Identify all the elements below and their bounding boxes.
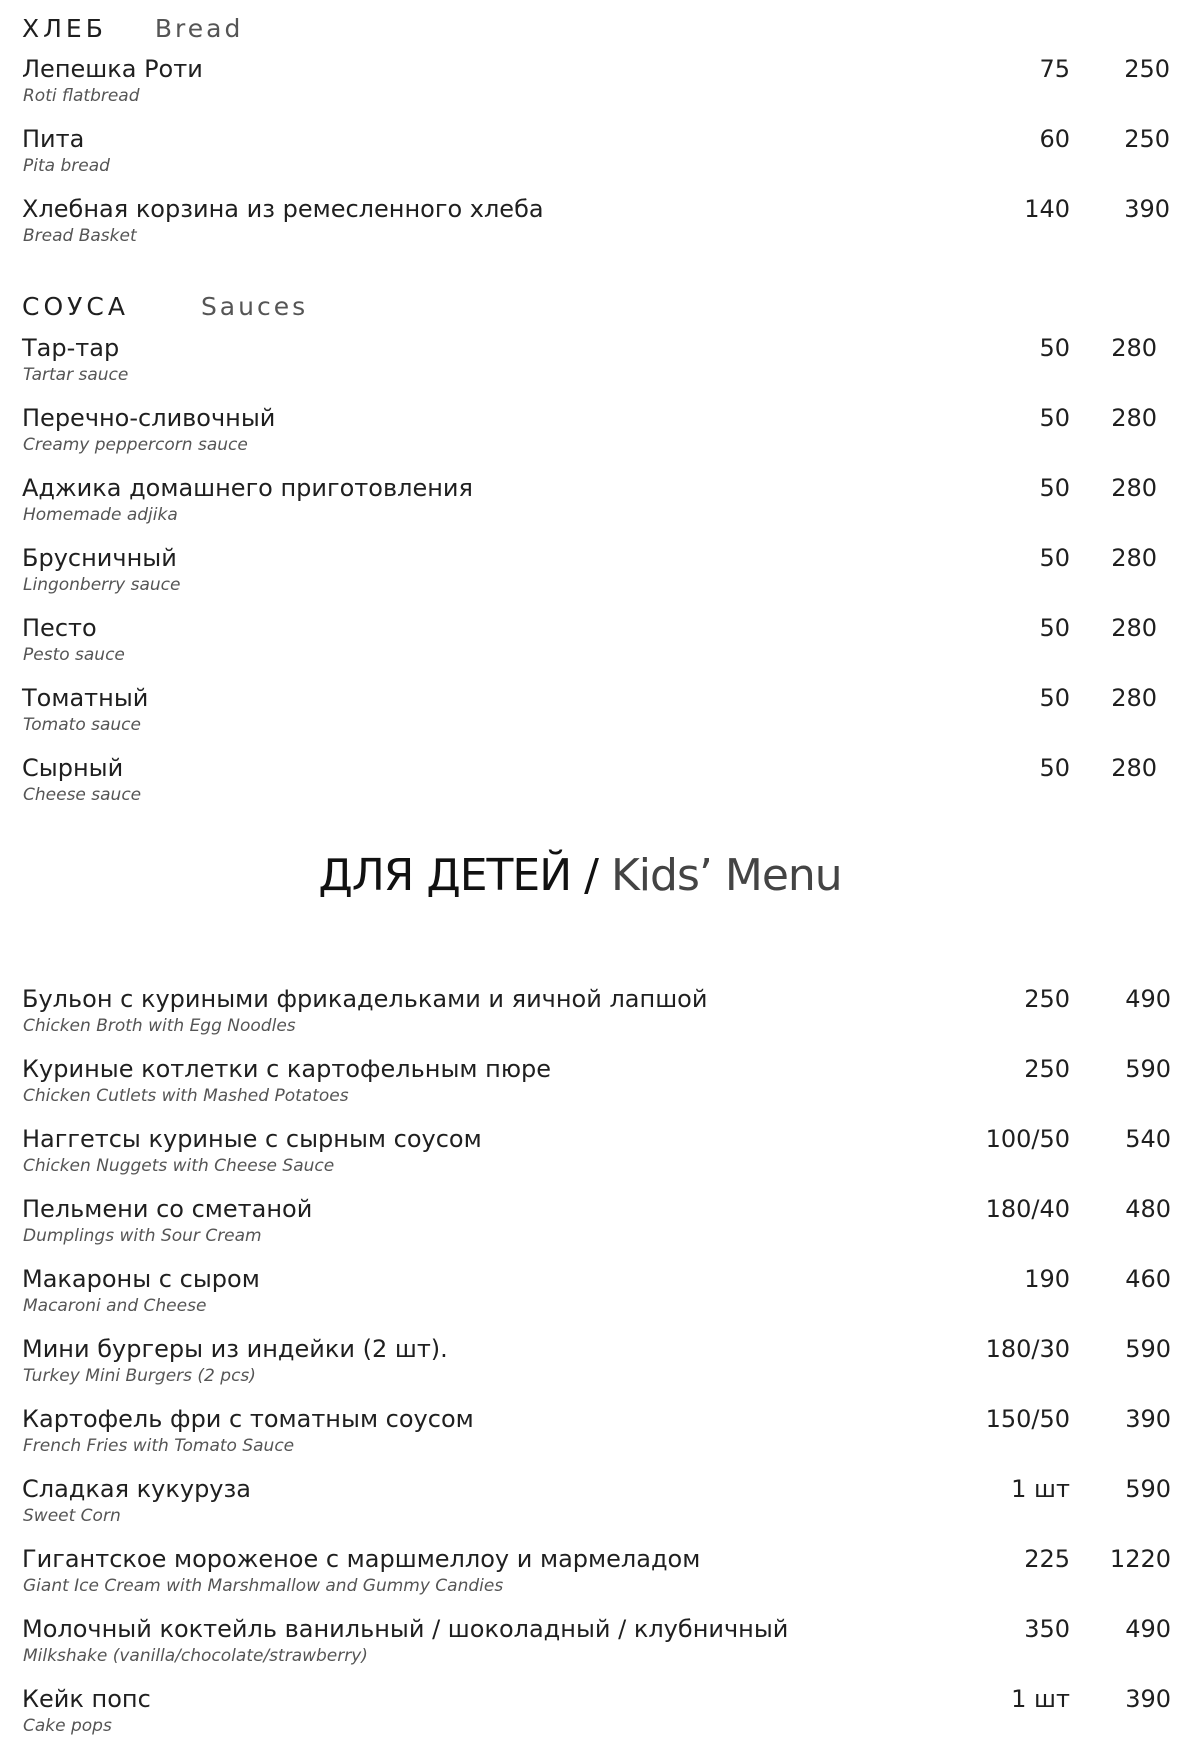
item-name-ru: Сладкая кукуруза	[22, 1475, 251, 1503]
item-name-ru: Мини бургеры из индейки (2 шт).	[22, 1335, 448, 1363]
item-name-en: Cake pops	[23, 1716, 112, 1736]
menu-item	[0, 985, 1200, 1047]
item-price: 250	[1124, 55, 1170, 83]
section-title-ru: ХЛЕБ	[22, 14, 107, 43]
item-name-en: Milkshake (vanilla/chocolate/strawberry)	[23, 1646, 368, 1666]
item-weight: 100/50	[985, 1125, 1070, 1153]
item-weight: 50	[1039, 404, 1070, 432]
menu-item	[0, 1125, 1200, 1187]
item-name-ru: Перечно-сливочный	[22, 404, 276, 432]
item-name-en: Turkey Mini Burgers (2 pcs)	[23, 1366, 256, 1386]
item-price: 280	[1111, 754, 1157, 782]
item-price: 1220	[1109, 1545, 1171, 1573]
item-name-en: Tartar sauce	[23, 365, 129, 385]
menu-item	[0, 1265, 1200, 1327]
item-weight: 1 шт	[1011, 1475, 1070, 1503]
item-weight: 75	[1039, 55, 1070, 83]
item-name-ru: Аджика домашнего приготовления	[22, 474, 473, 502]
item-price: 490	[1125, 985, 1171, 1013]
item-name-en: Lingonberry sauce	[23, 575, 181, 595]
item-name-ru: Бульон с куриными фрикадельками и яичной лапшой	[22, 985, 708, 1013]
menu-item	[0, 544, 1200, 606]
item-name-ru: Куриные котлетки с картофельным пюре	[22, 1055, 552, 1083]
item-weight: 50	[1039, 684, 1070, 712]
item-price: 280	[1111, 404, 1157, 432]
menu-item	[0, 334, 1200, 396]
item-name-ru: Гигантское мороженое с маршмеллоу и мармеладом	[22, 1545, 701, 1573]
item-weight: 225	[1024, 1545, 1070, 1573]
item-weight: 50	[1039, 334, 1070, 362]
item-name-ru: Пельмени со сметаной	[22, 1195, 313, 1223]
item-name-en: Tomato sauce	[23, 715, 141, 735]
item-name-ru: Молочный коктейль ванильный / шоколадный / клубничный	[22, 1615, 789, 1643]
title-separator: /	[584, 850, 598, 901]
section-title-en: Bread	[154, 14, 244, 43]
item-weight: 1 шт	[1011, 1685, 1070, 1713]
item-price: 590	[1125, 1335, 1171, 1363]
menu-item	[0, 754, 1200, 816]
item-weight: 250	[1024, 1055, 1070, 1083]
item-weight: 150/50	[985, 1405, 1070, 1433]
item-name-ru: Томатный	[22, 684, 149, 712]
item-name-ru: Наггетсы куриные с сырным соусом	[22, 1125, 482, 1153]
item-name-en: Macaroni and Cheese	[23, 1296, 207, 1316]
menu-item	[0, 1405, 1200, 1467]
menu-item	[0, 684, 1200, 746]
item-weight: 140	[1024, 195, 1070, 223]
menu-item	[0, 1545, 1200, 1607]
section-title-ru: СОУСА	[22, 292, 129, 321]
item-name-ru: Песто	[22, 614, 97, 642]
item-weight: 250	[1024, 985, 1070, 1013]
item-name-ru: Хлебная корзина из ремесленного хлеба	[22, 195, 544, 223]
item-price: 280	[1111, 334, 1157, 362]
menu-item	[0, 55, 1200, 117]
menu-item	[0, 404, 1200, 466]
menu-item	[0, 1055, 1200, 1117]
item-name-ru: Лепешка Роти	[22, 55, 203, 83]
item-name-en: Creamy peppercorn sauce	[23, 435, 248, 455]
menu-item	[0, 125, 1200, 187]
item-name-en: Chicken Broth with Egg Noodles	[23, 1016, 296, 1036]
item-price: 590	[1125, 1055, 1171, 1083]
item-price: 280	[1111, 474, 1157, 502]
item-price: 540	[1125, 1125, 1171, 1153]
item-price: 280	[1111, 684, 1157, 712]
item-price: 280	[1111, 614, 1157, 642]
item-name-en: Dumplings with Sour Cream	[23, 1226, 262, 1246]
item-weight: 350	[1024, 1615, 1070, 1643]
item-name-en: Chicken Nuggets with Cheese Sauce	[23, 1156, 335, 1176]
item-name-en: French Fries with Tomato Sauce	[23, 1436, 295, 1456]
item-name-en: Pita bread	[23, 156, 110, 176]
kids-title-en: Kids’ Menu	[610, 850, 842, 901]
menu-item	[0, 614, 1200, 676]
item-price: 390	[1124, 195, 1170, 223]
item-name-ru: Сырный	[22, 754, 124, 782]
menu-item	[0, 1195, 1200, 1257]
item-name-ru: Пита	[22, 125, 85, 153]
item-name-en: Sweet Corn	[23, 1506, 121, 1526]
section-title-en: Sauces	[200, 292, 309, 321]
item-name-ru: Тар-тар	[22, 334, 120, 362]
item-name-ru: Кейк попс	[22, 1685, 151, 1713]
item-weight: 190	[1024, 1265, 1070, 1293]
item-name-ru: Макароны с сыром	[22, 1265, 260, 1293]
item-price: 480	[1125, 1195, 1171, 1223]
menu-item	[0, 1615, 1200, 1677]
item-name-ru: Брусничный	[22, 544, 177, 572]
item-weight: 50	[1039, 544, 1070, 572]
item-weight: 50	[1039, 754, 1070, 782]
item-weight: 50	[1039, 474, 1070, 502]
item-weight: 180/40	[985, 1195, 1070, 1223]
section-heading-sauces	[22, 292, 308, 321]
item-name-ru: Картофель фри с томатным соусом	[22, 1405, 474, 1433]
item-price: 250	[1124, 125, 1170, 153]
item-price: 590	[1125, 1475, 1171, 1503]
item-price: 280	[1111, 544, 1157, 572]
menu-item	[0, 1335, 1200, 1397]
item-weight: 180/30	[985, 1335, 1070, 1363]
item-name-en: Bread Basket	[23, 226, 137, 246]
kids-title-ru: ДЛЯ ДЕТЕЙ	[318, 850, 572, 901]
menu-item	[0, 1685, 1200, 1747]
item-name-en: Cheese sauce	[23, 785, 142, 805]
item-name-en: Chicken Cutlets with Mashed Potatoes	[23, 1086, 349, 1106]
menu-item	[0, 474, 1200, 536]
item-price: 460	[1125, 1265, 1171, 1293]
item-price: 390	[1125, 1685, 1171, 1713]
kids-menu-title	[0, 850, 1160, 901]
menu-item	[0, 1475, 1200, 1537]
item-name-en: Pesto sauce	[23, 645, 125, 665]
section-heading-bread	[22, 14, 243, 43]
item-price: 490	[1125, 1615, 1171, 1643]
menu-item	[0, 195, 1200, 257]
item-name-en: Roti flatbread	[23, 86, 140, 106]
item-name-en: Homemade adjika	[23, 505, 178, 525]
item-name-en: Giant Ice Cream with Marshmallow and Gummy Candies	[23, 1576, 504, 1596]
item-weight: 50	[1039, 614, 1070, 642]
item-weight: 60	[1039, 125, 1070, 153]
item-price: 390	[1125, 1405, 1171, 1433]
